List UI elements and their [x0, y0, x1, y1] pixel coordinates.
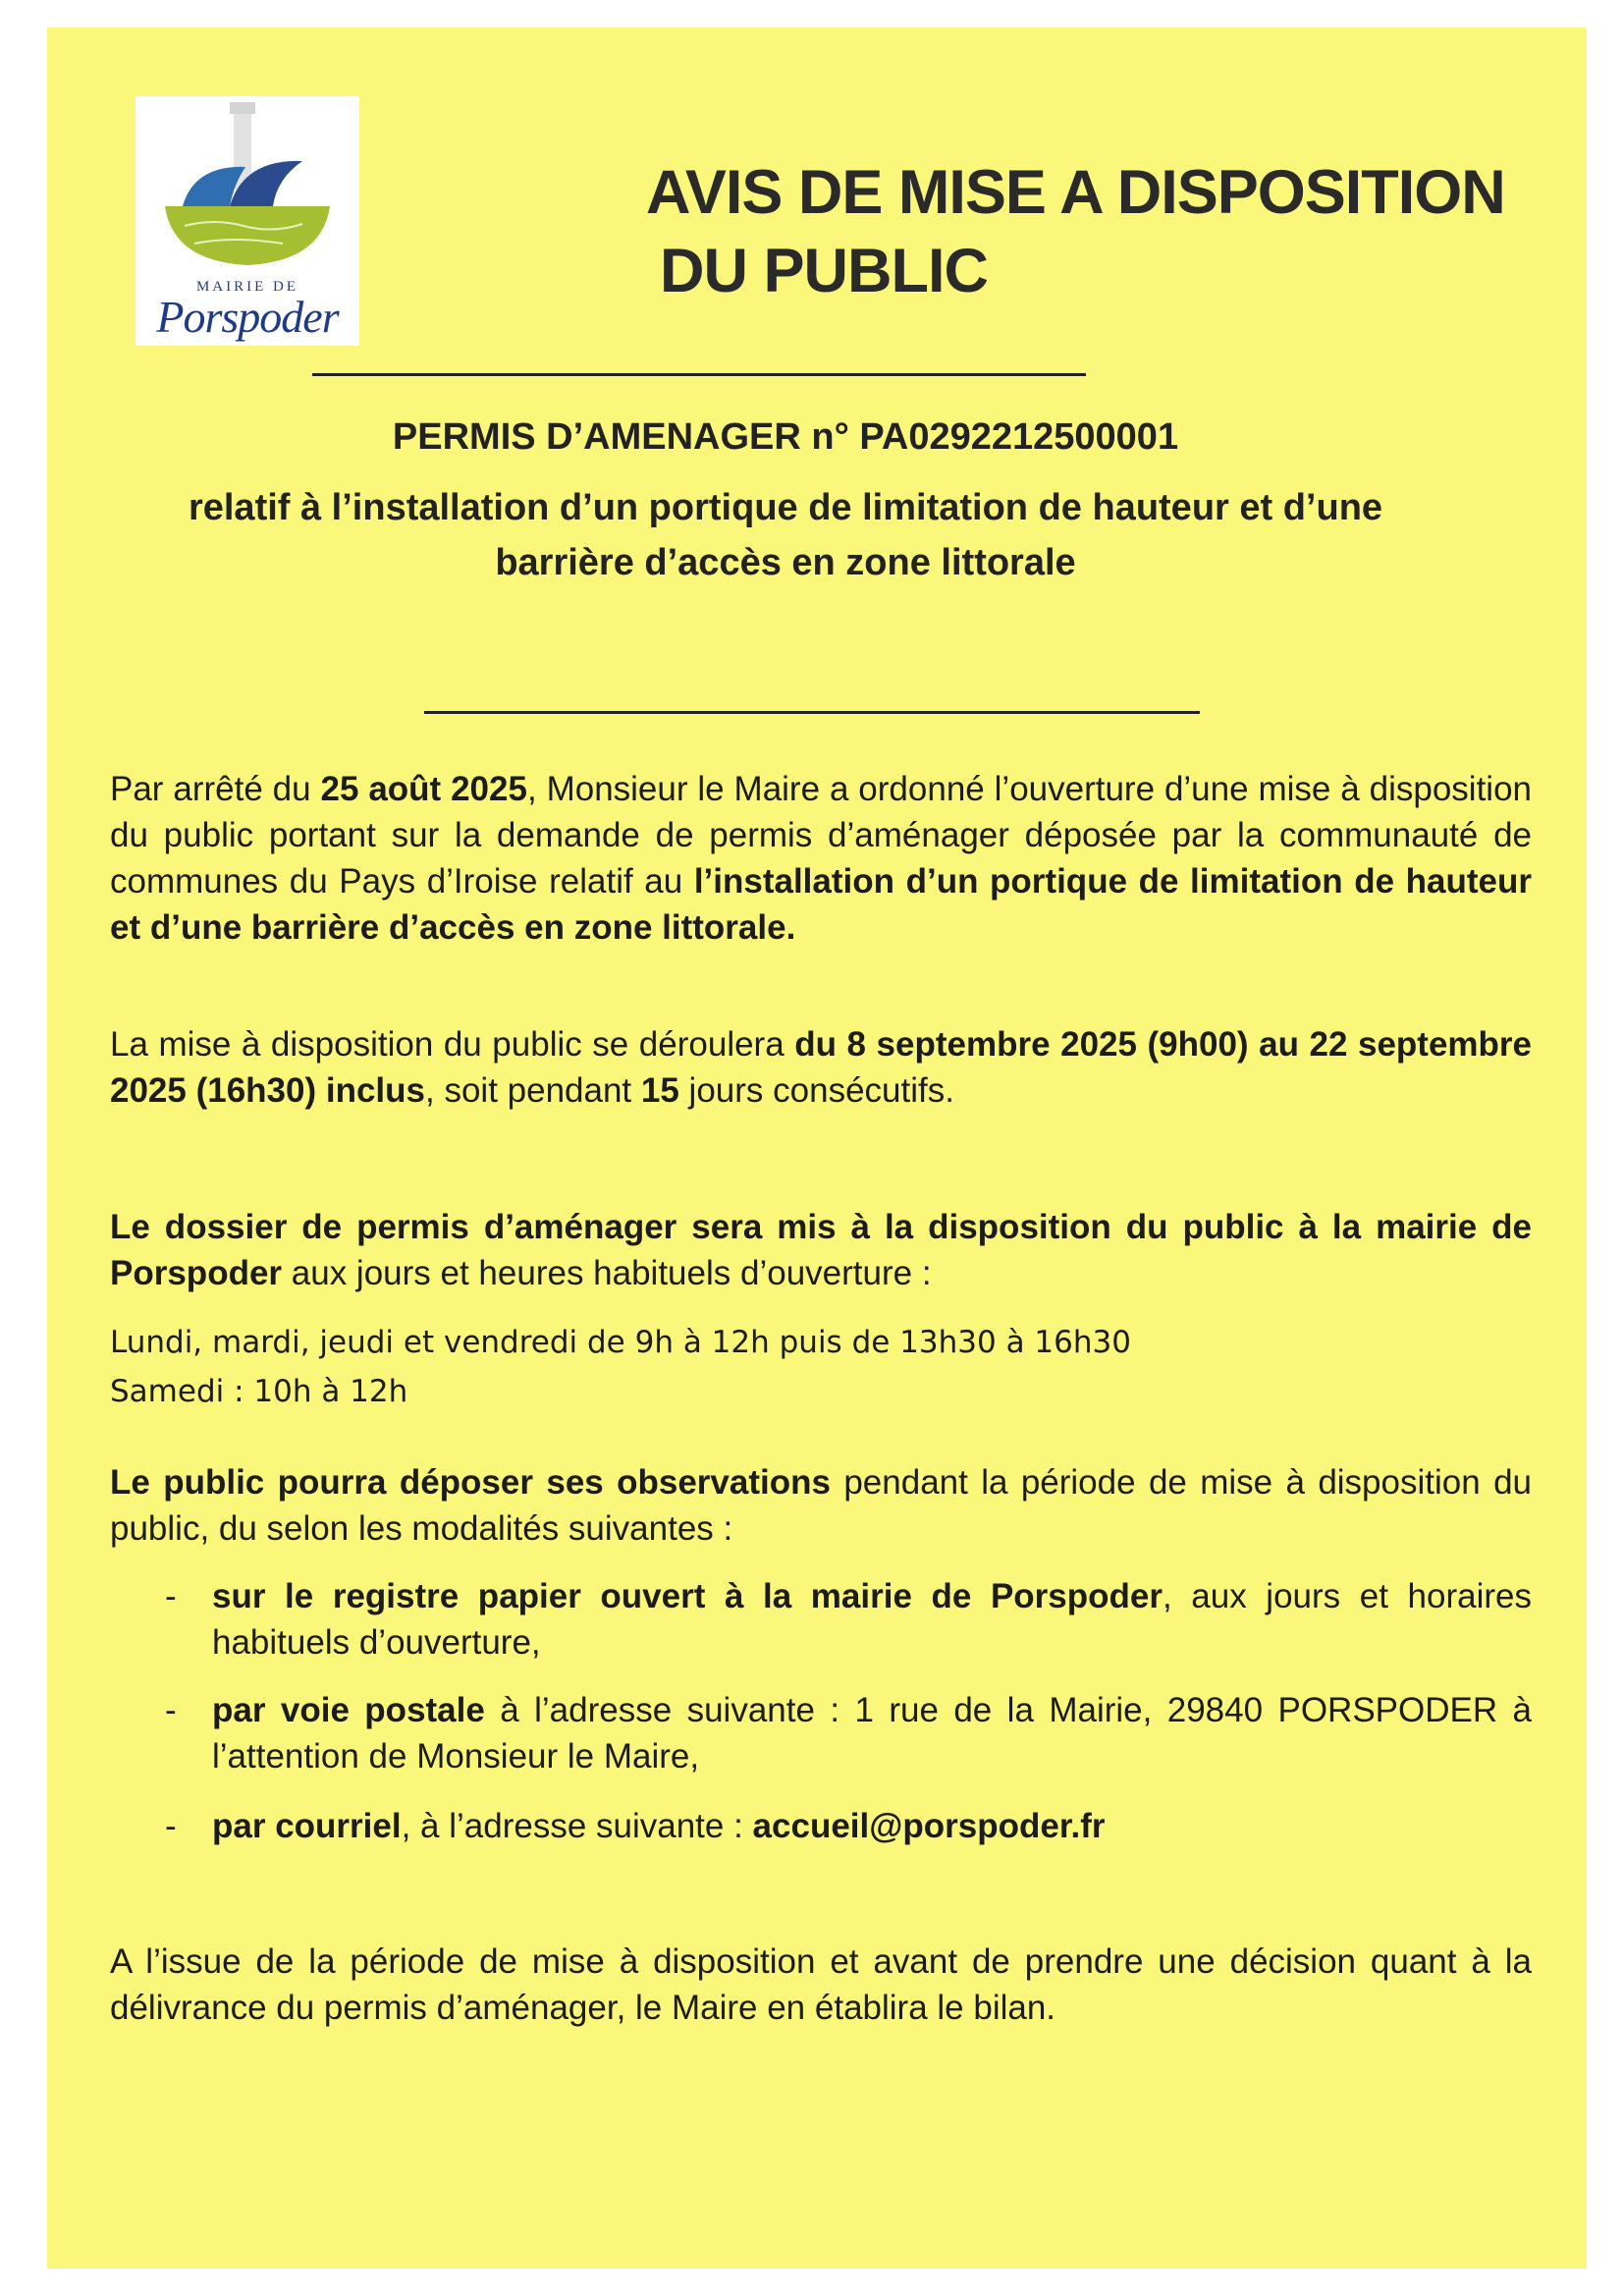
list-dash: - — [165, 1807, 177, 1845]
paragraph-dossier: Le dossier de permis d’aménager sera mis à la disposition du public à la mairie de Porspoder aux jours et heures habituels d’ouverture : — [110, 1208, 1532, 1292]
page-title-line2: DU PUBLIC — [660, 237, 988, 305]
list-item: - par courriel, à l’adresse suivante : accueil@porspoder.fr — [169, 1803, 1532, 1849]
opening-hours-saturday: Samedi : 10h à 12h — [110, 1374, 408, 1409]
permit-subject-line2: barrière d’accès en zone littorale — [495, 542, 1076, 583]
opening-hours-weekdays: Lundi, mardi, jeudi et vendredi de 9h à 12h puis de 13h30 à 16h30 — [110, 1325, 1131, 1360]
list-item: - sur le registre papier ouvert à la mairie de Porspoder, aux jours et horaires habituels d’ouverture, — [169, 1573, 1532, 1666]
paragraph-observations: Le public pourra déposer ses observations pendant la période de mise à disposition du public, du selon les modalités suivantes : — [110, 1463, 1532, 1548]
logo-mairie-label: MAIRIE DE — [195, 279, 299, 295]
divider-top — [312, 373, 1086, 376]
paragraph-dates: La mise à disposition du public se déroulera du 8 septembre 2025 (9h00) au 22 septembre 2025 (16h30) inclus, soit pendant 15 jours consécutifs. — [110, 1025, 1532, 1110]
email-address: accueil@porspoder.fr — [752, 1807, 1106, 1845]
opening-hours — [110, 1318, 1485, 1416]
permit-number: PERMIS D’AMENAGER n° PA0292212500001 — [392, 416, 1179, 458]
paragraph-conclusion: A l’issue de la période de mise à disposition et avant de prendre une décision quant à la délivrance du permis d’aménager, le Maire en établira le bilan. — [110, 1942, 1532, 2027]
permit-subject-line1: relatif à l’installation d’un portique de limitation de hauteur et d’une — [188, 487, 1383, 528]
list-item: - par voie postale à l’adresse suivante : 1 rue de la Mairie, 29840 PORSPODER à l’attention de Monsieur le Maire, — [169, 1687, 1532, 1779]
paragraph-decree: Par arrêté du 25 août 2025, Monsieur le Maire a ordonné l’ouverture d’une mise à disposition du public portant sur la demande de permis d’aménager déposée par la communauté de communes du Pays d’Iroise relatif au l’installation d’un portique de limitation de hauteur et d’une barrière d’accès en zone littorale. — [110, 770, 1532, 947]
logo-town-name: Porspoder — [156, 292, 339, 342]
list-dash: - — [165, 1691, 177, 1729]
page-title-line1: AVIS DE MISE A DISPOSITION — [646, 158, 1505, 227]
porspoder-logo — [135, 96, 359, 346]
divider-middle — [424, 711, 1200, 714]
list-dash: - — [165, 1577, 177, 1615]
lighthouse-logo-icon — [135, 96, 359, 283]
notice-sheet — [47, 27, 1587, 2269]
